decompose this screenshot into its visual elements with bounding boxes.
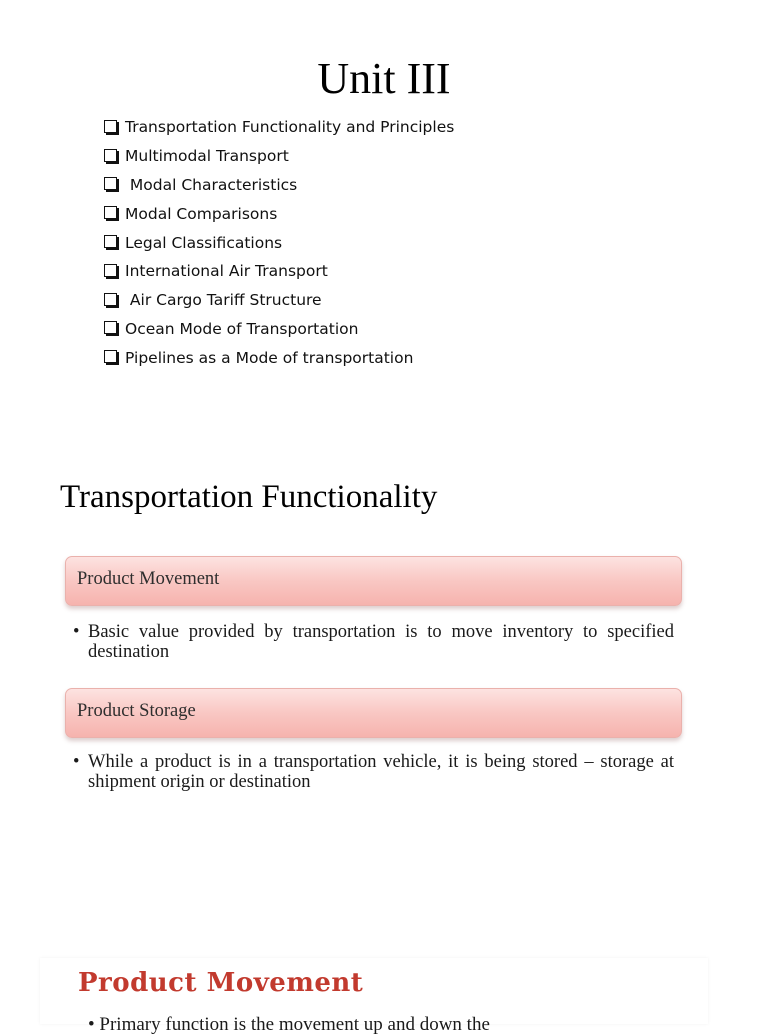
topic-label: International Air Transport [125,262,328,281]
topic-list [104,113,454,372]
bullet-dot-icon: • [73,622,80,642]
checkbox-icon [104,350,117,363]
topic-item [104,199,454,228]
topic-label: Ocean Mode of Transportation [125,319,359,338]
checkbox-icon [104,206,117,219]
topic-item [104,113,454,142]
checkbox-icon [104,264,117,277]
bullet-dot-icon: • [73,752,80,772]
topic-label: Air Cargo Tariff Structure [125,291,322,310]
topic-label: Multimodal Transport [125,147,289,166]
checkbox-icon [104,149,117,162]
topic-item [104,343,454,372]
topic-label: Legal Classifications [125,233,283,252]
topic-item [104,142,454,171]
topic-item [104,286,454,315]
topic-label: Pipelines as a Mode of transportation [125,348,414,367]
next-slide-preview [40,958,708,1035]
topic-label: Modal Comparisons [125,204,278,223]
topic-item [104,315,454,344]
page-title: Unit III [317,54,451,103]
topic-item [104,228,454,257]
topic-label: Modal Characteristics [125,175,298,194]
function-heading: Product Storage [77,701,196,721]
section-title: Transportation Functionality [60,479,438,515]
next-slide-heading: Product Movement [78,968,364,998]
topic-item [104,171,454,200]
checkbox-icon [104,120,117,133]
function-bullet [73,622,674,662]
product-storage-header [65,688,682,738]
checkbox-icon [104,321,117,334]
product-movement-header [65,556,682,606]
functionality-slide [52,528,724,818]
function-bullet-text: Basic value provided by transportation is to move inventory to specified destination [88,622,674,662]
function-heading: Product Movement [77,569,220,589]
function-bullet [73,752,674,792]
checkbox-icon [104,177,117,190]
topic-item [104,257,454,286]
function-bullet-text: While a product is in a transportation vehicle, it is being stored – storage at shipment origin or destination [88,752,674,792]
topic-label: Transportation Functionality and Principles [125,118,455,137]
next-slide-partial-line: • Primary function is the movement up and down the [88,1014,490,1035]
checkbox-icon [104,235,117,248]
checkbox-icon [104,293,117,306]
